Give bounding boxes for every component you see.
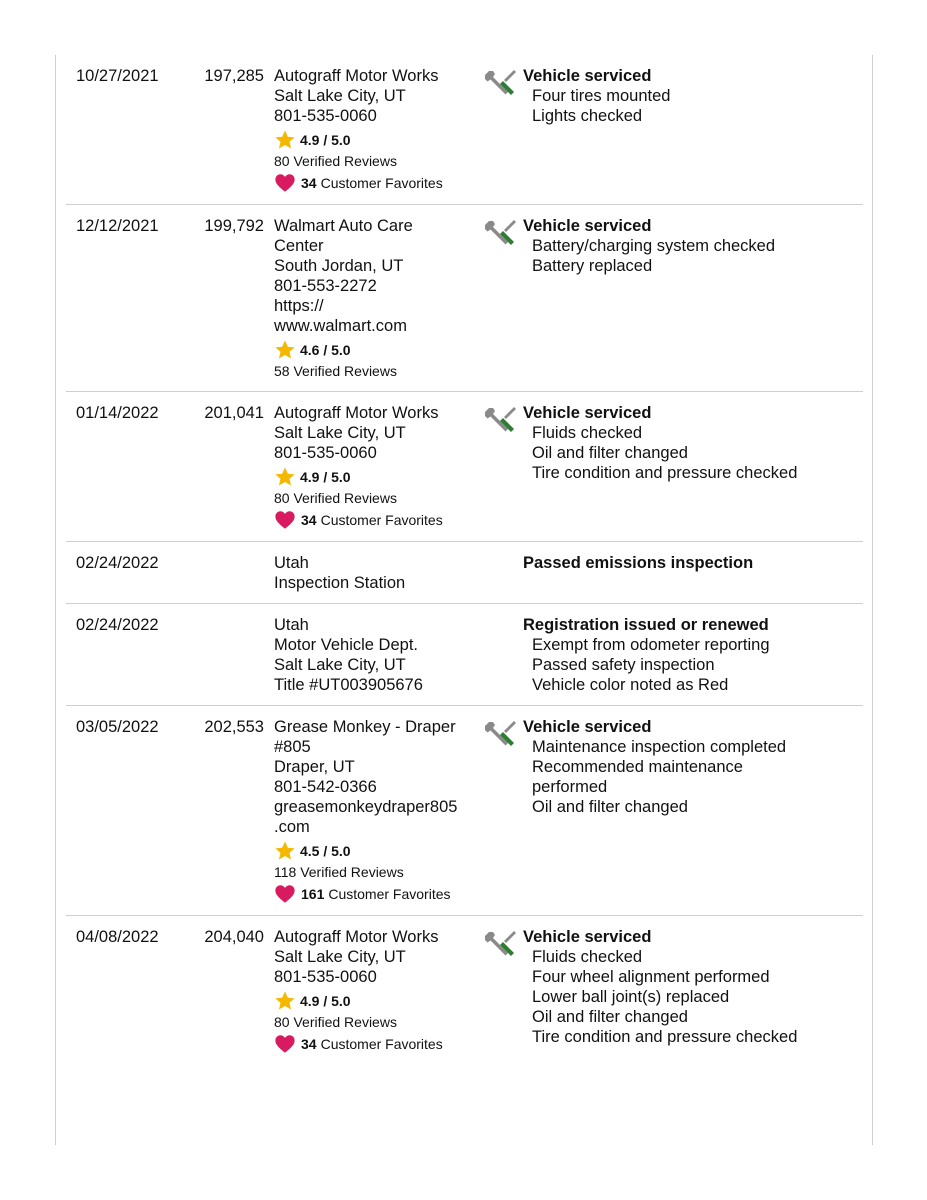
source-line: Autograff Motor Works — [274, 928, 439, 946]
wrench-screwdriver-icon — [484, 68, 518, 103]
history-record — [66, 205, 863, 392]
event-title: Registration issued or renewed — [523, 616, 769, 634]
wrench-screwdriver-icon — [484, 405, 518, 440]
record-date: 04/08/2022 — [76, 928, 159, 946]
favorites-count: 34 — [301, 1036, 317, 1052]
history-record — [66, 55, 863, 205]
record-date: 10/27/2021 — [76, 67, 159, 85]
source-line: Autograff Motor Works — [274, 67, 439, 85]
record-event — [523, 403, 863, 483]
history-record — [66, 706, 863, 916]
event-detail: Maintenance inspection completed — [532, 738, 787, 756]
rating-score: 4.5 / 5.0 — [300, 843, 351, 859]
source-line: Center — [274, 237, 324, 255]
heart-icon — [274, 883, 296, 905]
favorites-label: Customer Favorites — [328, 886, 451, 902]
verified-reviews-link[interactable]: 58 Verified Reviews — [274, 363, 397, 379]
customer-favorites — [274, 883, 479, 905]
wrench-screwdriver-icon — [484, 929, 518, 964]
history-record — [66, 542, 863, 604]
rating-score: 4.9 / 5.0 — [300, 132, 351, 148]
record-date: 01/14/2022 — [76, 404, 159, 422]
customer-favorites — [274, 1033, 479, 1055]
heart-icon — [274, 509, 296, 531]
event-detail: Battery replaced — [532, 257, 653, 275]
rating-row — [274, 129, 479, 151]
source-line: Autograff Motor Works — [274, 404, 439, 422]
source-line: Draper, UT — [274, 758, 355, 776]
customer-favorites — [274, 172, 479, 194]
customer-favorites — [274, 509, 479, 531]
source-line: Title #UT003905676 — [274, 676, 423, 694]
rating-row — [274, 339, 479, 361]
source-line: Grease Monkey - Draper — [274, 718, 456, 736]
source-line: Utah — [274, 616, 309, 634]
source-line: Salt Lake City, UT — [274, 948, 406, 966]
event-detail: Recommended maintenance — [532, 758, 743, 776]
source-line: Salt Lake City, UT — [274, 424, 406, 442]
event-title: Vehicle serviced — [523, 404, 652, 422]
source-line: 801-553-2272 — [274, 277, 377, 295]
event-detail: Tire condition and pressure checked — [532, 464, 798, 482]
record-event — [523, 615, 863, 695]
rating-score: 4.9 / 5.0 — [300, 993, 351, 1009]
record-source — [271, 66, 479, 194]
source-line: Walmart Auto Care — [274, 217, 413, 235]
record-event — [523, 553, 863, 573]
event-detail: Lower ball joint(s) replaced — [532, 988, 730, 1006]
history-record — [66, 392, 863, 542]
star-icon — [274, 466, 296, 488]
record-source — [271, 553, 479, 593]
record-icon-cell — [479, 403, 523, 440]
verified-reviews-link[interactable]: 80 Verified Reviews — [274, 153, 397, 169]
source-line: Motor Vehicle Dept. — [274, 636, 418, 654]
record-source — [271, 927, 479, 1055]
history-table-frame — [55, 55, 873, 1145]
source-line: https:// — [274, 297, 324, 315]
service-records-list — [66, 55, 863, 1065]
star-icon — [274, 129, 296, 151]
wrench-screwdriver-icon — [484, 218, 518, 253]
source-line: greasemonkeydraper805 — [274, 798, 458, 816]
record-source — [271, 216, 479, 381]
event-detail: Passed safety inspection — [532, 656, 715, 674]
record-icon-cell — [479, 216, 523, 253]
record-icon-cell — [479, 553, 523, 555]
source-line: 801-535-0060 — [274, 107, 377, 125]
event-title: Passed emissions inspection — [523, 554, 754, 572]
source-line: Inspection Station — [274, 574, 406, 592]
record-source — [271, 615, 479, 695]
favorites-label: Customer Favorites — [320, 175, 443, 191]
record-icon-cell — [479, 717, 523, 754]
record-mileage: 201,041 — [204, 404, 264, 422]
verified-reviews-link[interactable]: 118 Verified Reviews — [274, 864, 404, 880]
event-detail: performed — [532, 778, 608, 796]
event-detail: Tire condition and pressure checked — [532, 1028, 798, 1046]
source-line: .com — [274, 818, 310, 836]
record-mileage: 197,285 — [204, 67, 264, 85]
source-line: South Jordan, UT — [274, 257, 404, 275]
event-title: Vehicle serviced — [523, 67, 652, 85]
star-icon — [274, 990, 296, 1012]
record-event — [523, 66, 863, 126]
history-record — [66, 604, 863, 706]
record-source — [271, 403, 479, 531]
rating-score: 4.6 / 5.0 — [300, 342, 351, 358]
source-line: Utah — [274, 554, 309, 572]
source-line: 801-535-0060 — [274, 444, 377, 462]
event-detail: Lights checked — [532, 107, 643, 125]
favorites-count: 34 — [301, 175, 317, 191]
rating-row — [274, 990, 479, 1012]
record-event — [523, 927, 863, 1047]
verified-reviews-link[interactable]: 80 Verified Reviews — [274, 1014, 397, 1030]
star-icon — [274, 840, 296, 862]
event-detail: Oil and filter changed — [532, 444, 688, 462]
record-icon-cell — [479, 927, 523, 964]
record-date: 12/12/2021 — [76, 217, 159, 235]
event-title: Vehicle serviced — [523, 217, 652, 235]
record-mileage: 199,792 — [204, 217, 264, 235]
event-detail: Oil and filter changed — [532, 1008, 688, 1026]
source-line: #805 — [274, 738, 311, 756]
favorites-label: Customer Favorites — [320, 1036, 443, 1052]
verified-reviews-link[interactable]: 80 Verified Reviews — [274, 490, 397, 506]
event-detail: Four tires mounted — [532, 87, 671, 105]
event-detail: Four wheel alignment performed — [532, 968, 770, 986]
event-detail: Battery/charging system checked — [532, 237, 776, 255]
source-line: www.walmart.com — [274, 317, 407, 335]
heart-icon — [274, 172, 296, 194]
event-detail: Vehicle color noted as Red — [532, 676, 729, 694]
record-source — [271, 717, 479, 905]
record-date: 03/05/2022 — [76, 718, 159, 736]
record-date: 02/24/2022 — [76, 616, 159, 634]
event-detail: Oil and filter changed — [532, 798, 688, 816]
record-icon-cell — [479, 615, 523, 617]
event-detail: Fluids checked — [532, 424, 643, 442]
favorites-count: 161 — [301, 886, 325, 902]
record-date: 02/24/2022 — [76, 554, 159, 572]
record-event — [523, 216, 863, 276]
rating-score: 4.9 / 5.0 — [300, 469, 351, 485]
event-title: Vehicle serviced — [523, 928, 652, 946]
event-title: Vehicle serviced — [523, 718, 652, 736]
favorites-label: Customer Favorites — [320, 512, 443, 528]
record-event — [523, 717, 863, 817]
event-detail: Exempt from odometer reporting — [532, 636, 770, 654]
wrench-screwdriver-icon — [484, 719, 518, 754]
event-detail: Fluids checked — [532, 948, 643, 966]
source-line: 801-535-0060 — [274, 968, 377, 986]
heart-icon — [274, 1033, 296, 1055]
source-line: Salt Lake City, UT — [274, 656, 406, 674]
favorites-count: 34 — [301, 512, 317, 528]
source-line: Salt Lake City, UT — [274, 87, 406, 105]
record-icon-cell — [479, 66, 523, 103]
history-record — [66, 916, 863, 1065]
record-mileage: 202,553 — [204, 718, 264, 736]
star-icon — [274, 339, 296, 361]
rating-row — [274, 466, 479, 488]
rating-row — [274, 840, 479, 862]
source-line: 801-542-0366 — [274, 778, 377, 796]
record-mileage: 204,040 — [204, 928, 264, 946]
